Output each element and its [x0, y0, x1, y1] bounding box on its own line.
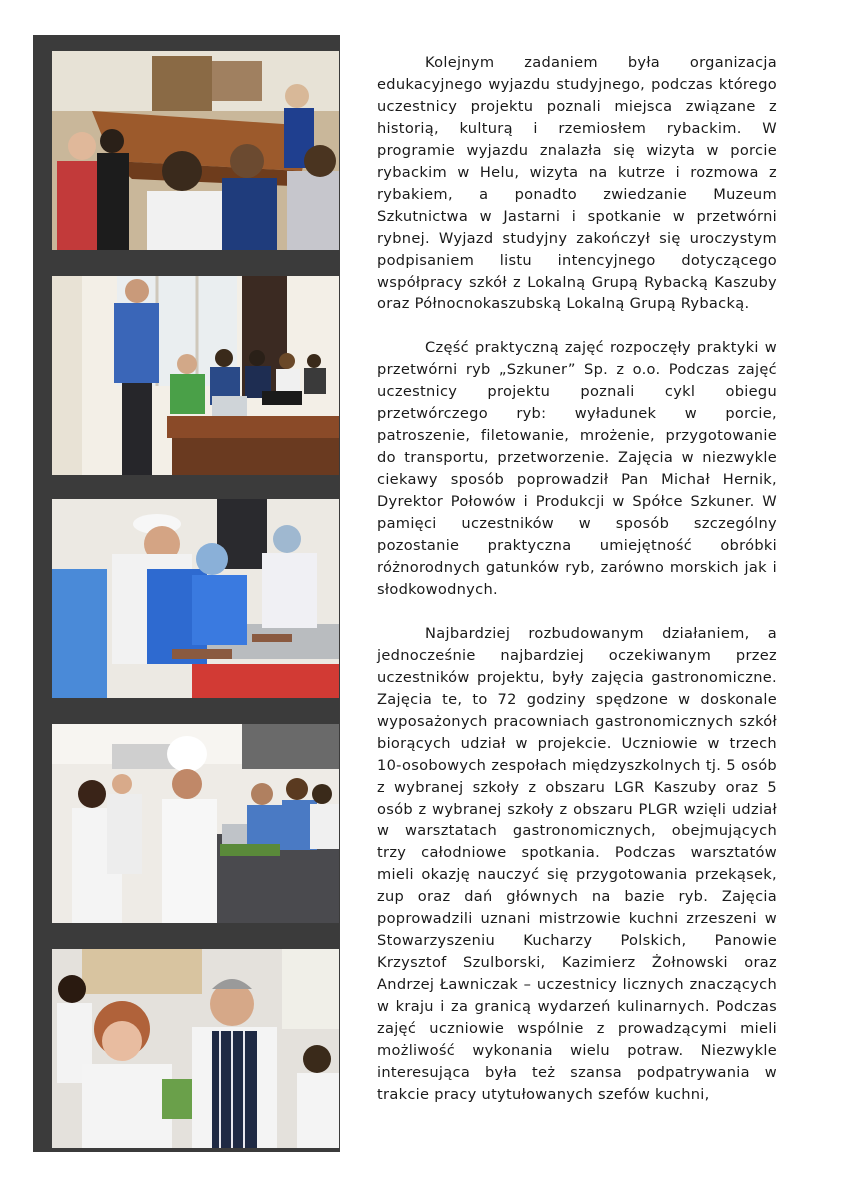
article-text [377, 52, 777, 1128]
paragraph-study-trip: Kolejnym zadaniem była organizacja edukacyjnego wyjazdu studyjnego, podczas którego uczestnicy projektu poznali miejsca związane z historią, kulturą i rzemiosłem rybackim. W programie wyjazdu znalazła się wizyta w porcie rybackim w Helu, wizyta na kutrze i rozmowa z rybakiem, a ponadto zwiedzanie Muzeum Szkutnictwa w Jastarni i spotkanie w przetwórni rybnej. Wyjazd studyjny zakończył się uroczystym podpisaniem listu intencyjnego dotyczącego współpracy szkół z Lokalną Grupą Rybacką Kaszuby oraz Północnokaszubską Lokalną Grupą Rybacką. [377, 54, 777, 313]
photo-processing-presentation [52, 276, 339, 475]
photo-chef-instructor [52, 949, 339, 1148]
photo-boat-workshop [52, 51, 339, 250]
paragraph-gastronomy-classes: Najbardziej rozbudowanym działaniem, a jednocześnie najbardziej oczekiwanym przez uczestników projektu, były zajęcia gastronomiczne. Zajęcia te, to 72 godziny spędzone w doskonale wyposażonych pracowniach gastronomicznych szkół biorących udział w projekcie. Uczniowie w trzech 10-osobowych zespołach międzyszkolnych tj. 5 osób z wybranej szkoły z obszaru LGR Kaszuby oraz 5 osób z wybranej szkoły z obszaru PLGR wzięli udział w warsztatach gastronomicznych, obejmujących trzy całodniowe spotkania. Podczas warsztatów mieli okazję nauczyć się przygotowania przekąsek, zup oraz dań głównych na bazie ryb. Zajęcia poprowadzili uznani mistrzowie kuchni zrzeszeni w Stowarzyszeniu Kucharzy Polskich, Panowie Krzysztof Szulborski, Kazimierz Żołnowski oraz Andrzej Ławniczak – uczestnicy licznych znaczących w kraju i za granicą wydarzeń kulinarnych. Podczas zajęć uczniowie wspólnie z prowadzącymi mieli możliwość wykonania wielu potraw. Niezwykle interesująca była też szansa podpatrywania w trakcie pracy utytułowanych szefów kuchni, [377, 624, 777, 1103]
photo-gastronomy-workshop [52, 724, 339, 923]
paragraph-processing-practice: Część praktyczną zajęć rozpoczęły praktyki w przetwórni ryb „Szkuner” Sp. z o.o. Podczas zajęć uczestnicy projektu poznali cykl obiegu przetwórczego ryb: wyładunek w porcie, patroszenie, filetowanie, mrożenie, przygotowanie do transportu, przetworzenie. Zajęcia w niezwykle ciekawy sposób poprowadził Pan Michał Hernik, Dyrektor Połowów i Produkcji w Spółce Szkuner. W pamięci uczestników w sposób szczególny pozostanie praktyczna umiejętność obróbki różnorodnych gatunków ryb, zarówno morskich jak i słodkowodnych. [377, 339, 777, 598]
photo-filleting-class [52, 499, 339, 698]
